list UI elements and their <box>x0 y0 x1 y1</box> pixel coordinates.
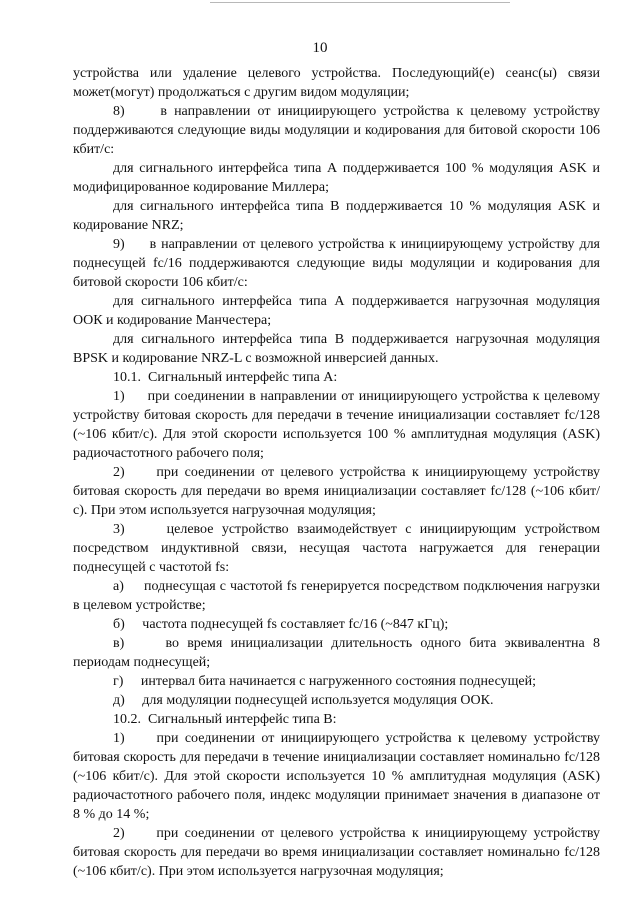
list-item: 1) при соединении от инициирующего устройства к целевому устройству битовая скорость для передачи в течение инициализации составляет номинально fc/128 (~106 кбит/с). Для этой скорости используется 10 % амплитудная модуляция (ASK) радиочастотного рабочего поля, индекс модуляции принимает значения в диапазоне от 8 % до 14 %; <box>73 731 600 822</box>
list-item: а) поднесущая с частотой fs генерируется посредством подключения нагрузки в целевом устройстве; <box>73 579 600 613</box>
paragraph: для сигнального интерфейса типа В поддерживается нагрузочная модуляция BPSK и кодирование NRZ-L с возможной инверсией данных. <box>73 332 600 366</box>
top-rule <box>210 2 510 3</box>
list-item: 1) при соединении в направлении от инициирующего устройства к целевому устройству битовая скорость для передачи в течение инициализации составляет fc/128 (~106 кбит/с). Для этой скорости используется 100 % амплитудная модуляция (ASK) радиочастотного рабочего поля; <box>73 389 600 461</box>
list-item: 8) в направлении от инициирующего устройства к целевому устройству поддерживаются следующие виды модуляции и кодирования для битовой скорости 106 кбит/с: <box>73 104 600 157</box>
list-item: д) для модуляции поднесущей используется модуляция ООК. <box>113 693 494 708</box>
body-text <box>73 64 600 881</box>
section-heading: 10.1. Сигнальный интерфейс типа А: <box>113 370 338 385</box>
section-heading: 10.2. Сигнальный интерфейс типа В: <box>113 712 337 727</box>
paragraph: для сигнального интерфейса типа А поддерживается нагрузочная модуляция ООК и кодирование Манчестера; <box>73 294 600 328</box>
list-item: 2) при соединении от целевого устройства к инициирующему устройству битовая скорость для передачи во время инициализации составляет номинально fc/128 (~106 кбит/с). При этом используется нагрузочная модуляция; <box>73 826 600 879</box>
list-item: г) интервал бита начинается с нагруженного состояния поднесущей; <box>113 674 536 689</box>
list-item: в) во время инициализации длительность одного бита эквивалентна 8 периодам поднесущей; <box>73 636 600 670</box>
list-item: б) частота поднесущей fs составляет fc/16 (~847 кГц); <box>113 617 449 632</box>
paragraph: устройства или удаление целевого устройства. Последующий(е) сеанс(ы) связи может(могут) продолжаться с другим видом модуляции; <box>73 66 600 100</box>
list-item: 9) в направлении от целевого устройства к инициирующему устройству для поднесущей fc/16 поддерживаются следующие виды модуляции и кодирования для битовой скорости 106 кбит/с: <box>73 237 600 290</box>
paragraph: для сигнального интерфейса типа В поддерживается 10 % модуляция ASK и кодирование NRZ; <box>73 199 600 233</box>
page-number: 10 <box>312 40 328 56</box>
paragraph: для сигнального интерфейса типа А поддерживается 100 % модуляция ASK и модифицированное кодирование Миллера; <box>73 161 600 195</box>
list-item: 2) при соединении от целевого устройства к инициирующему устройству битовая скорость для передачи во время инициализации составляет fc/128 (~106 кбит/с). При этом используется нагрузочная модуляция; <box>73 465 600 518</box>
list-item: 3) целевое устройство взаимодействует с инициирующим устройством посредством индуктивной связи, несущая частота нагружается для генерации поднесущей с частотой fs: <box>73 522 600 575</box>
